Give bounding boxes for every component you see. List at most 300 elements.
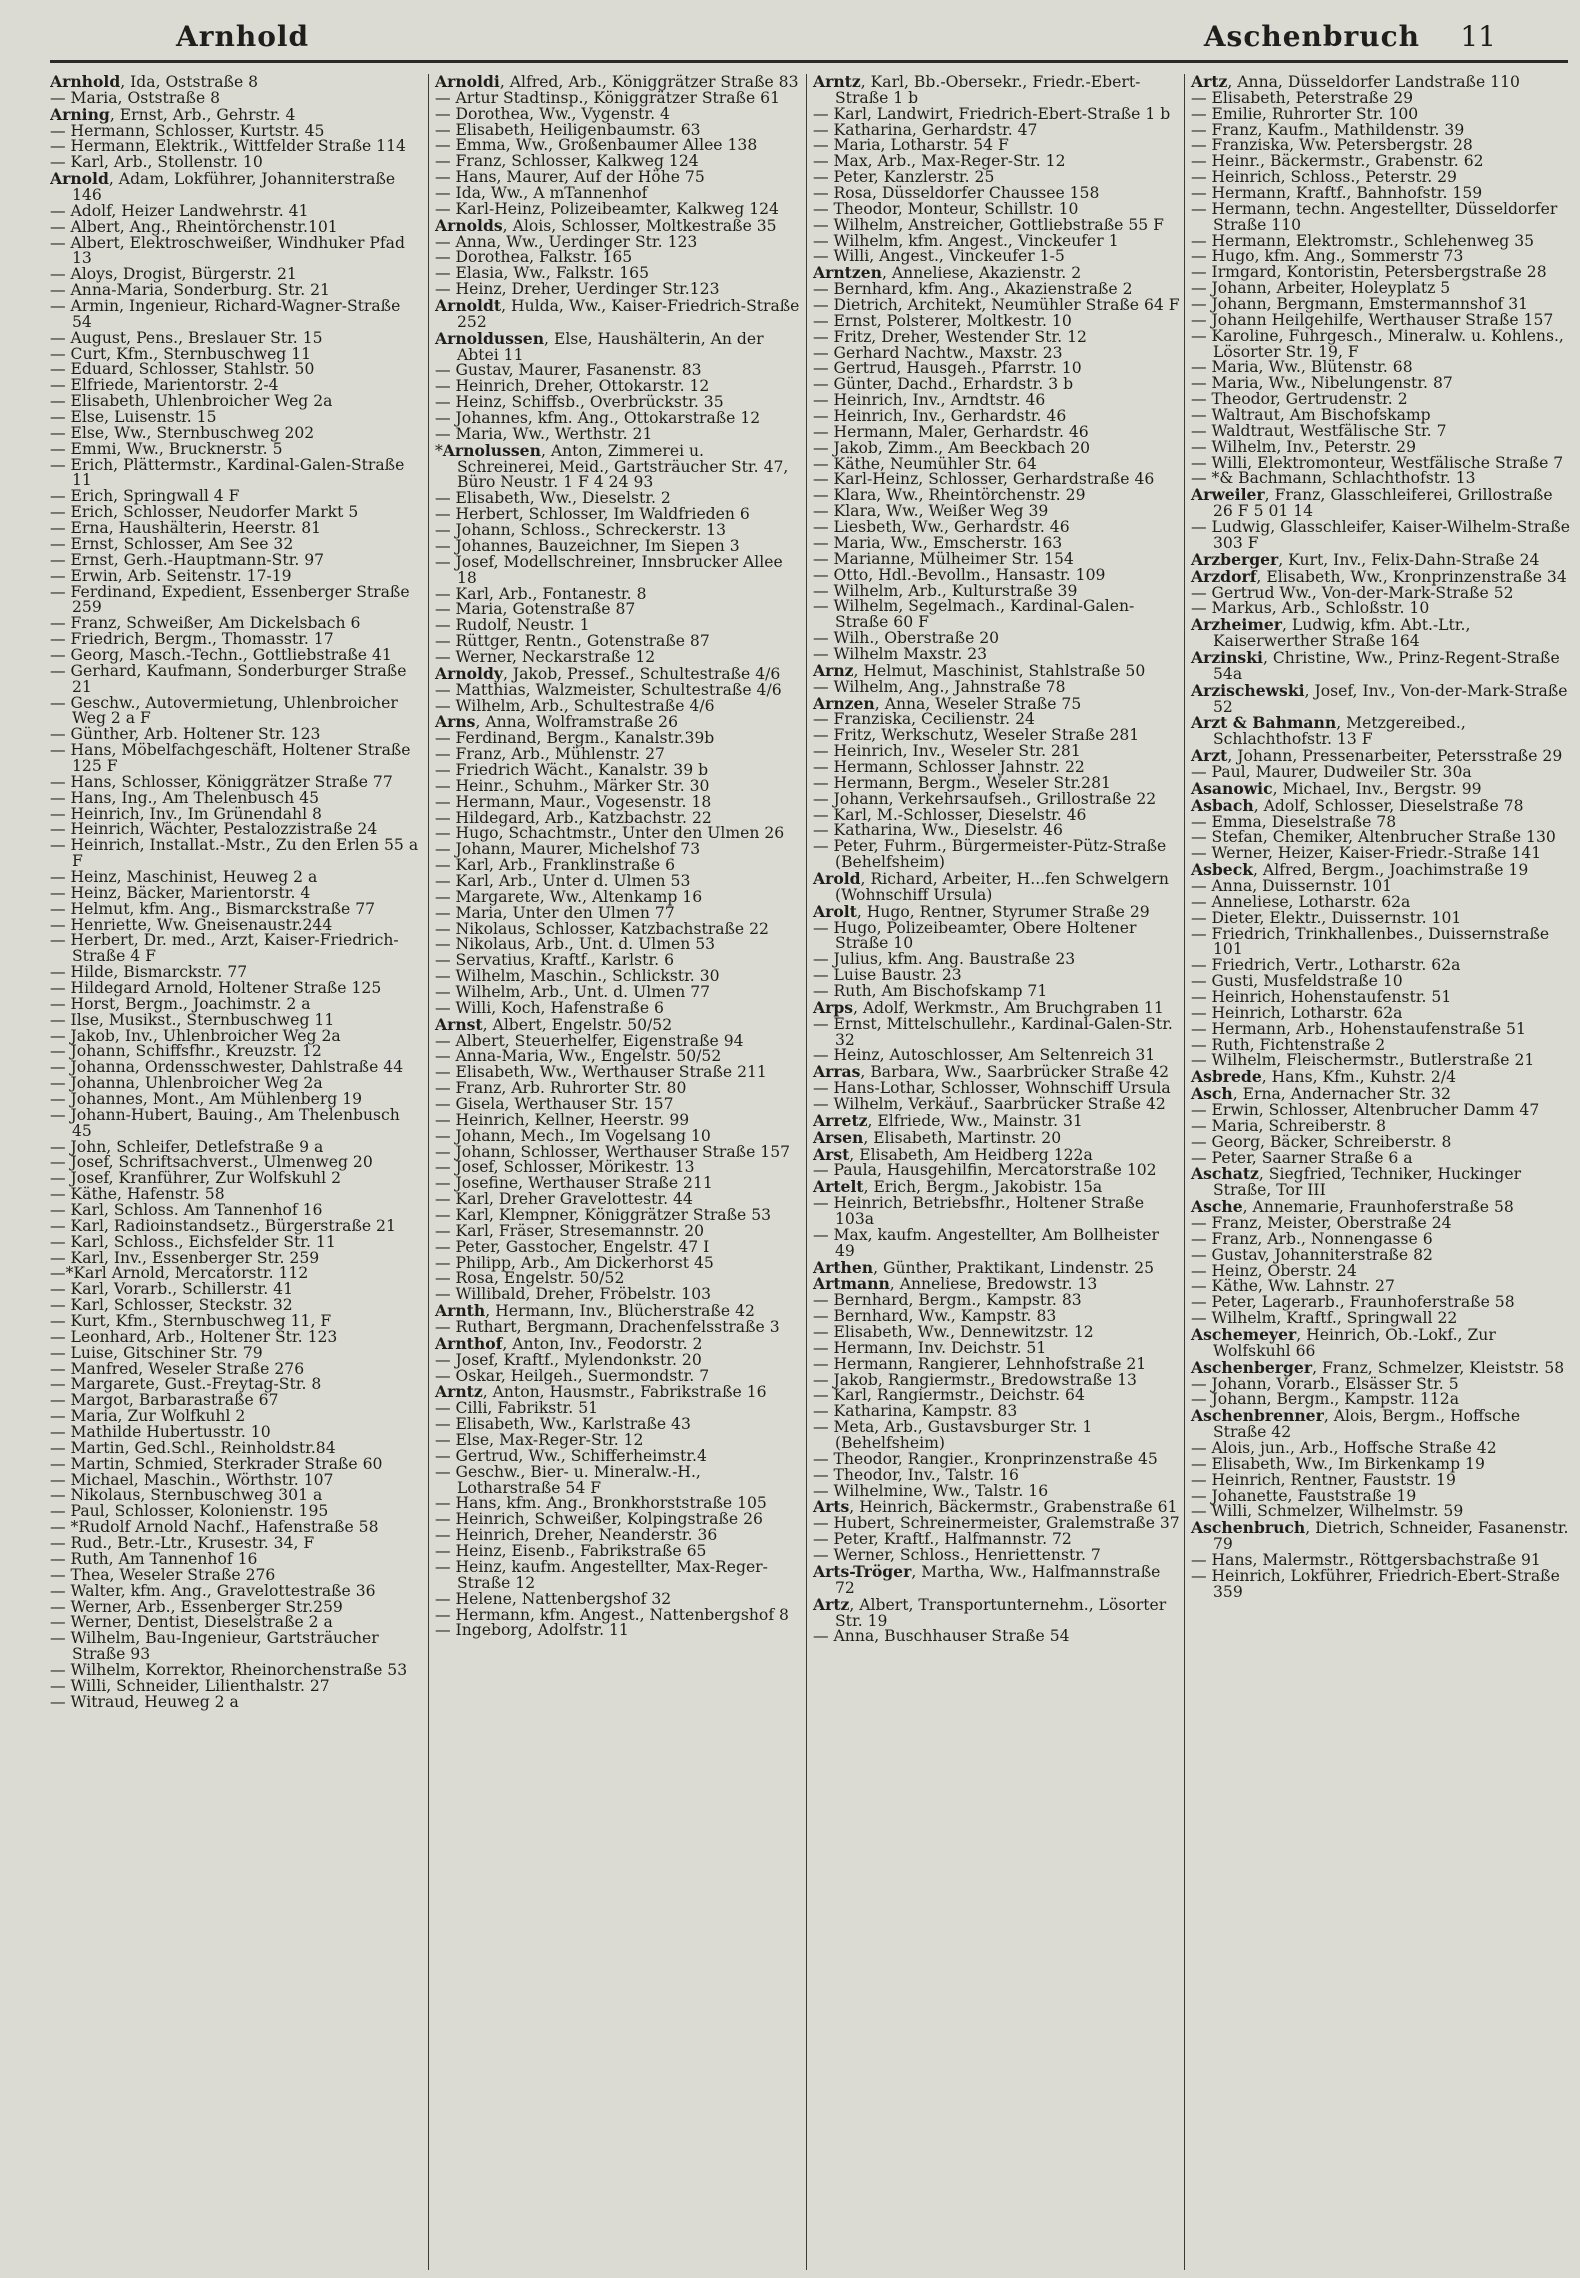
- directory-entry: — Gusti, Musfeldstraße 10: [1191, 972, 1403, 991]
- directory-entry: — Hermann, Bergm., Weseler Str.281: [813, 773, 1111, 792]
- directory-entry: — Leonhard, Arb., Holtener Str. 123: [50, 1327, 338, 1346]
- directory-entry: — Dorothea, Falkstr. 165: [435, 248, 633, 267]
- directory-entry: *Arnolussen, Anton, Zimmerei u. Schreinerei, Meid., Gartsträucher Str. 47, Büro Neustr. 1 F 4 24 93: [435, 440, 789, 492]
- directory-entry: — Hermann, Kraftf., Bahnhofstr. 159: [1191, 184, 1483, 203]
- directory-entry: — Günther, Arb. Holtener Str. 123: [50, 725, 321, 744]
- directory-entry: — Fritz, Werkschutz, Weseler Straße 281: [813, 726, 1140, 745]
- directory-entry: — Maria, Oststraße 8: [50, 88, 221, 107]
- directory-entry: — Heinrich, Inv., Gerhardstr. 46: [813, 407, 1067, 426]
- directory-entry: — Wilhelm, Maschin., Schlickstr. 30: [435, 967, 720, 986]
- directory-entry: — *Rudolf Arnold Nachf., Hafenstraße 58: [50, 1518, 379, 1537]
- directory-entry: — Hermann, Schlosser, Kurtstr. 45: [50, 121, 325, 140]
- directory-entry: — Heinr., Bäckermstr., Grabenstr. 62: [1191, 152, 1484, 171]
- directory-entry: — Margarete, Gust.-Freytag-Str. 8: [50, 1375, 322, 1394]
- directory-entry: — Johann, Schloss., Schreckerstr. 13: [435, 521, 727, 540]
- directory-entry: — Ferdinand, Bergm., Kanalstr.39b: [435, 729, 715, 748]
- directory-entry: Arntzen, Anneliese, Akazienstr. 2: [813, 263, 1082, 283]
- directory-entry: Artmann, Anneliese, Bredowstr. 13: [813, 1274, 1098, 1294]
- directory-entry: — Werner, Schloss., Henriettenstr. 7: [813, 1546, 1101, 1565]
- directory-entry: Arras, Barbara, Ww., Saarbrücker Straße 42: [813, 1062, 1170, 1082]
- directory-entry: — Friedrich, Vertr., Lotharstr. 62a: [1191, 956, 1461, 975]
- directory-entry: — Rüttger, Rentn., Gotenstraße 87: [435, 632, 710, 651]
- directory-entry: — Martin, Ged.Schl., Reinholdstr.84: [50, 1438, 336, 1457]
- directory-entry: — Maria, Lotharstr. 54 F: [813, 136, 1009, 155]
- directory-entry: — Hildegard, Arb., Katzbachstr. 22: [435, 808, 712, 827]
- directory-entry: — Else, Luisenstr. 15: [50, 408, 217, 427]
- directory-entry: — Anna, Duissernstr. 101: [1191, 876, 1393, 895]
- directory-entry: Arnolds, Alois, Schlosser, Moltkestraße 35: [435, 215, 777, 235]
- directory-entry: — Johanna, Ordensschwester, Dahlstraße 44: [50, 1058, 404, 1077]
- directory-entry: — Karl-Heinz, Polizeibeamter, Kalkweg 124: [435, 199, 779, 218]
- directory-entry: — Gustav, Maurer, Fasanenstr. 83: [435, 361, 702, 380]
- directory-entry: Arnzen, Anna, Weseler Straße 75: [813, 693, 1082, 713]
- directory-entry: — Heinz, Bäcker, Marientorstr. 4: [50, 883, 311, 902]
- directory-entry: — Gertrud, Ww., Schifferheimstr.4: [435, 1446, 707, 1465]
- directory-entry: — Erich, Schlosser, Neudorfer Markt 5: [50, 503, 359, 522]
- directory-entry: — Hans, kfm. Ang., Bronkhorststraße 105: [435, 1494, 767, 1513]
- page-header: [52, 14, 1540, 64]
- directory-entry: — Gisela, Werthauser Str. 157: [435, 1095, 674, 1113]
- directory-entry: — Johann, Verkehrsaufseh., Grillostraße 22: [813, 789, 1157, 808]
- directory-entry: — Bernhard, kfm. Ang., Akazienstraße 2: [813, 280, 1133, 299]
- directory-entry: — Jakob, Zimm., Am Beeckbach 20: [813, 438, 1091, 457]
- directory-entry: — Heinrich, Dreher, Neanderstr. 36: [435, 1526, 718, 1545]
- directory-entry: — Gerhard, Kaufmann, Sonderburger Straße 21: [50, 661, 407, 696]
- directory-entry: — Adolf, Heizer Landwehrstr. 41: [50, 201, 309, 220]
- directory-entry: — Anna, Ww., Uerdinger Str. 123: [435, 232, 698, 251]
- directory-entry: — Ruth, Fichtenstraße 2: [1191, 1035, 1386, 1054]
- directory-entry: — Peter, Gasstocher, Engelstr. 47 I: [435, 1237, 710, 1256]
- directory-entry: — Irmgard, Kontoristin, Petersbergstraße 28: [1191, 263, 1547, 282]
- directory-entry: — Käthe, Hafenstr. 58: [50, 1185, 225, 1204]
- directory-entry: — Karl, Rangiermstr., Deichstr. 64: [813, 1386, 1085, 1405]
- directory-entry: — Johannes, Mont., Am Mühlenberg 19: [50, 1090, 363, 1108]
- directory-entry: — Heinz, Schiffsb., Overbrückstr. 35: [435, 393, 724, 412]
- directory-entry: — Karl, Radioinstandsetz., Bürgerstraße 21: [50, 1216, 396, 1235]
- directory-entry: — Franz, Kaufm., Mathildenstr. 39: [1191, 120, 1465, 139]
- directory-entry: — Josef, Modellschreiner, Innsbrucker Allee 18: [435, 552, 783, 587]
- directory-entry: — Maria, Ww., Werthstr. 21: [435, 424, 653, 443]
- directory-entry: — Heinrich, Schloss., Peterstr. 29: [1191, 168, 1457, 187]
- directory-entry: — Johanette, Fauststraße 19: [1191, 1486, 1417, 1505]
- directory-entry: — Heinrich, Dreher, Ottokarstr. 12: [435, 377, 710, 396]
- columns: [50, 74, 1570, 2270]
- directory-entry: — Johann, Arbeiter, Holeyplatz 5: [1191, 279, 1451, 298]
- directory-entry: — Peter, Fuhrm., Bürgermeister-Pütz-Straße (Behelfsheim): [813, 837, 1167, 872]
- directory-entry: — Thea, Weseler Straße 276: [50, 1565, 276, 1584]
- directory-entry: — Josef, Schlosser, Mörikestr. 13: [435, 1158, 695, 1177]
- directory-entry: — Karl, Landwirt, Friedrich-Ebert-Straße 1 b: [813, 104, 1171, 123]
- directory-entry: — Hermann, kfm. Angest., Nattenbergshof 8: [435, 1605, 789, 1624]
- directory-entry: — Johann, Bergm., Kampstr. 112a: [1191, 1390, 1460, 1409]
- directory-entry: — Paula, Hausgehilfin, Mercatorstraße 102: [813, 1161, 1157, 1180]
- directory-entry: Aschenbruch, Dietrich, Schneider, Fasanenstr. 79: [1191, 1518, 1569, 1554]
- directory-entry: — Heinz, Maschinist, Heuweg 2 a: [50, 867, 318, 886]
- directory-entry: — Bernhard, Ww., Kampstr. 83: [813, 1307, 1057, 1326]
- directory-entry: — Hermann, Elektrik., Wittfelder Straße 114: [50, 137, 406, 156]
- directory-entry: Arzinski, Christine, Ww., Prinz-Regent-Straße 54a: [1191, 647, 1560, 683]
- directory-entry: — Ernst, Gerh.-Hauptmann-Str. 97: [50, 550, 325, 569]
- directory-entry: — Heinrich, Inv., Arndtstr. 46: [813, 391, 1046, 410]
- directory-entry: — Friedrich, Bergm., Thomasstr. 17: [50, 630, 334, 649]
- directory-entry: — Heinrich, Hohenstaufenstr. 51: [1191, 987, 1452, 1006]
- directory-entry: — Hugo, Polizeibeamter, Obere Holtener Straße 10: [813, 918, 1137, 953]
- directory-entry: — Heinrich, Betriebsfhr., Holtener Straße 103a: [813, 1194, 1145, 1229]
- directory-entry: — Peter, Kanzlerstr. 25: [813, 168, 995, 187]
- directory-entry: Arns, Anna, Wolframstraße 26: [435, 712, 679, 732]
- header-rule: [50, 60, 1568, 63]
- directory-entry: — Elisabeth, Ww., Dennewitzstr. 12: [813, 1323, 1094, 1342]
- directory-entry: — Karl, Arb., Unter d. Ulmen 53: [435, 871, 691, 890]
- directory-entry: — Gertrud, Hausgeh., Pfarrstr. 10: [813, 359, 1082, 378]
- directory-entry: — Nikolaus, Arb., Unt. d. Ulmen 53: [435, 935, 716, 954]
- directory-entry: — Willi, Elektromonteur, Westfälische Straße 7: [1191, 453, 1564, 472]
- directory-entry: Arning, Ernst, Arb., Gehrstr. 4: [50, 104, 296, 124]
- directory-entry: — Georg, Masch.-Techn., Gottliebstraße 41: [50, 645, 392, 664]
- directory-entry: Arzt & Bahmann, Metzgereibed., Schlachthofstr. 13 F: [1191, 713, 1466, 749]
- directory-entry: — Elisabeth, Uhlenbroicher Weg 2a: [50, 392, 333, 411]
- directory-entry: — Wilhelm, Anstreicher, Gottliebstraße 55 F: [813, 215, 1164, 234]
- directory-entry: Arzischewski, Josef, Inv., Von-der-Mark-Straße 52: [1191, 680, 1568, 716]
- directory-entry: — Franz, Arb. Ruhrorter Str. 80: [435, 1079, 687, 1098]
- directory-entry: — Johann, Mech., Im Vogelsang 10: [435, 1126, 711, 1145]
- directory-entry: — Karl, Schloss., Eichsfelder Str. 11: [50, 1232, 336, 1251]
- directory-entry: — Armin, Ingenieur, Richard-Wagner-Straße 54: [50, 297, 401, 331]
- directory-entry: — Walter, kfm. Ang., Gravelottestraße 36: [50, 1581, 376, 1600]
- directory-entry: — Friedrich, Trinkhallenbes., Duissernstraße 101: [1191, 924, 1550, 959]
- directory-entry: — Albert, Steuerhelfer, Eigenstraße 94: [435, 1031, 744, 1050]
- directory-entry: Arnoldi, Alfred, Arb., Königgrätzer Straße 83: [435, 74, 799, 91]
- directory-entry: — Werner, Heizer, Kaiser-Friedr.-Straße 141: [1191, 844, 1542, 863]
- directory-entry: — Johannes, Bauzeichner, Im Siepen 3: [435, 536, 740, 555]
- directory-entry: — Karoline, Fuhrgesch., Mineralw. u. Kohlens., Lösorter Str. 19, F: [1191, 326, 1564, 361]
- directory-entry: Arnst, Albert, Engelstr. 50/52: [435, 1014, 673, 1034]
- directory-entry: — Wilh., Oberstraße 20: [813, 629, 1000, 648]
- directory-entry: — Maria, Ww., Blütenstr. 68: [1191, 358, 1413, 377]
- directory-entry: Asch, Erna, Andernacher Str. 32: [1191, 1084, 1451, 1104]
- directory-entry: Asbrede, Hans, Kfm., Kuhstr. 2/4: [1191, 1067, 1457, 1087]
- directory-entry: — Dorothea, Ww., Vygenstr. 4: [435, 104, 670, 123]
- directory-entry: — Stefan, Chemiker, Altenbrucher Straße 130: [1191, 828, 1556, 847]
- directory-entry: — Rudolf, Neustr. 1: [435, 616, 590, 635]
- column-1: [50, 74, 422, 2270]
- directory-entry: — Meta, Arb., Gustavsburger Str. 1 (Behelfsheim): [813, 1418, 1093, 1453]
- directory-entry: — Erna, Haushälterin, Heerstr. 81: [50, 519, 322, 538]
- directory-entry: — Heinrich, Inv., Weseler Str. 281: [813, 742, 1081, 761]
- directory-entry: — Matthias, Walzmeister, Schultestraße 4/6: [435, 680, 782, 699]
- directory-entry: Asanowic, Michael, Inv., Bergstr. 99: [1191, 778, 1482, 798]
- directory-entry: — Willi, Schneider, Lilienthalstr. 27: [50, 1676, 330, 1695]
- directory-entry: Aschenbrenner, Alois, Bergm., Hoffsche Straße 42: [1191, 1406, 1521, 1442]
- directory-entry: — Helmut, kfm. Ang., Bismarckstraße 77: [50, 899, 376, 918]
- directory-entry: — Oskar, Heilgeh., Suermondstr. 7: [435, 1366, 710, 1385]
- directory-entry: — Josefine, Werthauser Straße 211: [435, 1174, 713, 1193]
- directory-entry: — Wilhelm, Verkäuf., Saarbrücker Straße 42: [813, 1095, 1166, 1113]
- directory-entry: — Hugo, Schachtmstr., Unter den Ulmen 26: [435, 824, 785, 843]
- directory-entry: — Werner, Arb., Essenberger Str.259: [50, 1597, 343, 1616]
- directory-entry: — Elasia, Ww., Falkstr. 165: [435, 264, 649, 283]
- directory-entry: — Johann Heilgehilfe, Werthauser Straße 157: [1191, 310, 1554, 329]
- directory-entry: — Wilhelm, Korrektor, Rheinorchenstraße 53: [50, 1660, 408, 1679]
- directory-entry: Arps, Adolf, Werkmstr., Am Bruchgraben 11: [813, 997, 1164, 1017]
- directory-entry: — Anna-Maria, Sonderburg. Str. 21: [50, 281, 330, 300]
- directory-entry: — Elisabeth, Ww., Karlstraße 43: [435, 1415, 691, 1434]
- directory-entry: Arts, Heinrich, Bäckermstr., Grabenstraße 61: [813, 1497, 1178, 1517]
- directory-entry: — Luise Baustr. 23: [813, 966, 962, 985]
- directory-entry: — Maria, Gotenstraße 87: [435, 600, 636, 619]
- directory-entry: — Hilde, Bismarckstr. 77: [50, 963, 248, 982]
- directory-entry: Aschenberger, Franz, Schmelzer, Kleiststr. 58: [1191, 1357, 1565, 1377]
- directory-entry: — Katharina, Kampstr. 83: [813, 1402, 1018, 1421]
- directory-entry: — Hans-Lothar, Schlosser, Wohnschiff Ursula: [813, 1079, 1171, 1098]
- directory-entry: — Ruth, Am Bischofskamp 71: [813, 981, 1048, 1000]
- directory-entry: — Max, Arb., Max-Reger-Str. 12: [813, 152, 1066, 171]
- directory-entry: — Franziska, Cecilienstr. 24: [813, 710, 1035, 729]
- directory-entry: — Hans, Schlosser, Königgrätzer Straße 77: [50, 772, 393, 791]
- directory-entry: — Wilhelm, Arb., Schultestraße 4/6: [435, 696, 715, 715]
- directory-entry: — Wilhelm, Bau-Ingenieur, Gartsträucher Straße 93: [50, 1629, 379, 1664]
- directory-entry: — Karl, Schlosser, Steckstr. 32: [50, 1296, 293, 1315]
- directory-entry: — Karl, Vorarb., Schillerstr. 41: [50, 1280, 293, 1299]
- directory-entry: Asbeck, Alfred, Bergm., Joachimstraße 19: [1191, 860, 1529, 880]
- directory-entry: — Willi, Koch, Hafenstraße 6: [435, 998, 664, 1017]
- directory-entry: — Josef, Kranführer, Zur Wolfskuhl 2: [50, 1169, 341, 1188]
- directory-entry: Arnoldussen, Else, Haushälterin, An der Abtei 11: [435, 328, 764, 364]
- directory-entry: Arzberger, Kurt, Inv., Felix-Dahn-Straße 24: [1191, 549, 1540, 569]
- column-3: [806, 74, 1181, 2270]
- directory-entry: — Franz, Meister, Oberstraße 24: [1191, 1214, 1452, 1233]
- directory-entry: — Georg, Bäcker, Schreiberstr. 8: [1191, 1132, 1452, 1151]
- directory-entry: — Heinrich, Installat.-Mstr., Zu den Erlen 55 a F: [50, 836, 419, 871]
- directory-entry: — Ernst, Mittelschullehr., Kardinal-Galen-Str. 32: [813, 1014, 1173, 1049]
- directory-entry: — Franz, Arb., Mühlenstr. 27: [435, 745, 665, 764]
- directory-entry: — Peter, Saarner Straße 6 a: [1191, 1148, 1413, 1167]
- directory-entry: — Werner, Neckarstraße 12: [435, 647, 656, 666]
- directory-entry: — Erwin, Schlosser, Altenbrucher Damm 47: [1191, 1101, 1540, 1119]
- header-right-keyword: Aschenbruch: [1203, 20, 1420, 53]
- directory-entry: — Ferdinand, Expedient, Essenberger Straße 259: [50, 582, 410, 617]
- directory-entry: — Gertrud Ww., Von-der-Mark-Straße 52: [1191, 583, 1514, 602]
- directory-entry: Arnoldt, Hulda, Ww., Kaiser-Friedrich-Straße 252: [435, 296, 800, 331]
- directory-entry: — Dieter, Elektr., Duissernstr. 101: [1191, 908, 1462, 927]
- directory-entry: Arnthof, Anton, Inv., Feodorstr. 2: [435, 1333, 703, 1353]
- directory-entry: — Hans, Malermstr., Röttgersbachstraße 91: [1191, 1551, 1541, 1570]
- directory-entry: — Martin, Schmied, Sterkrader Straße 60: [50, 1454, 383, 1473]
- directory-entry: — Günter, Dachd., Erhardstr. 3 b: [813, 375, 1074, 394]
- directory-entry: — Wilhelm, Kraftf., Springwall 22: [1191, 1309, 1458, 1328]
- directory-entry: — Karl, Arb., Fontanestr. 8: [435, 584, 647, 603]
- directory-entry: — Werner, Dentist, Dieselstraße 2 a: [50, 1613, 333, 1632]
- directory-entry: — Ruth, Am Tannenhof 16: [50, 1549, 258, 1568]
- directory-entry: — Maria, Schreiberstr. 8: [1191, 1116, 1387, 1135]
- directory-entry: — Heinrich, Rentner, Fauststr. 19: [1191, 1470, 1456, 1489]
- directory-entry: — Hildegard Arnold, Holtener Straße 125: [50, 978, 382, 997]
- directory-entry: — Heinr., Schuhm., Märker Str. 30: [435, 776, 710, 795]
- directory-entry: Arzheimer, Ludwig, kfm. Abt.-Ltr., Kaiserwerther Straße 164: [1191, 615, 1471, 651]
- directory-entry: — Artur Stadtinsp., Königgrätzer Straße 61: [435, 88, 780, 107]
- directory-entry: — Ruthart, Bergmann, Drachenfelsstraße 3: [435, 1318, 780, 1337]
- directory-entry: — Hermann, Schlosser Jahnstr. 22: [813, 757, 1085, 776]
- directory-entry: — Maria, Unter den Ulmen 77: [435, 903, 675, 922]
- directory-entry: — Liesbeth, Ww., Gerhardstr. 46: [813, 518, 1070, 537]
- directory-entry: — Hermann, Inv. Deichstr. 51: [813, 1338, 1047, 1357]
- directory-entry: — Julius, kfm. Ang. Baustraße 23: [813, 950, 1076, 969]
- directory-entry: — Elisabeth, Peterstraße 29: [1191, 88, 1414, 107]
- directory-entry: — Hermann, Elektromstr., Schlehenweg 35: [1191, 231, 1535, 250]
- directory-entry: — Johann, Schlosser, Werthauser Straße 157: [435, 1142, 791, 1161]
- directory-entry: — Franz, Arb., Nonnengasse 6: [1191, 1229, 1433, 1248]
- directory-entry: — Ernst, Schlosser, Am See 32: [50, 534, 294, 553]
- directory-entry: — Johann, Vorarb., Elsässer Str. 5: [1191, 1374, 1459, 1393]
- directory-entry: — Johannes, kfm. Ang., Ottokarstraße 12: [435, 409, 761, 428]
- directory-entry: — Johann, Bergmann, Emstermannshof 31: [1191, 295, 1529, 314]
- directory-entry: Arnz, Helmut, Maschinist, Stahlstraße 50: [813, 660, 1146, 680]
- directory-entry: — Karl, M.-Schlosser, Dieselstr. 46: [813, 805, 1087, 824]
- directory-entry: Aschatz, Siegfried, Techniker, Huckinger Straße, Tor III: [1191, 1164, 1522, 1200]
- directory-entry: — Wilhelm, Ang., Jahnstraße 78: [813, 677, 1066, 696]
- directory-entry: — John, Schleifer, Detlefstraße 9 a: [50, 1137, 324, 1156]
- directory-entry: — Franziska, Ww. Petersbergstr. 28: [1191, 136, 1473, 155]
- directory-entry: — Heinz, Eisenb., Fabrikstraße 65: [435, 1542, 707, 1561]
- directory-entry: — Anna-Maria, Ww., Engelstr. 50/52: [435, 1047, 722, 1066]
- directory-entry: — Rosa, Engelstr. 50/52: [435, 1269, 625, 1288]
- directory-entry: — Alois, jun., Arb., Hoffsche Straße 42: [1191, 1439, 1497, 1458]
- directory-entry: — Nikolaus, Sternbuschweg 301 a: [50, 1486, 323, 1505]
- directory-entry: — Hans, Maurer, Auf der Höhe 75: [435, 168, 705, 187]
- directory-entry: — Heinrich, Lotharstr. 62a: [1191, 1003, 1403, 1022]
- directory-entry: Aschemeyer, Heinrich, Ob.-Lokf., Zur Wolfskuhl 66: [1191, 1325, 1496, 1360]
- directory-entry: — Anna, Buschhauser Straße 54: [813, 1627, 1070, 1646]
- directory-entry: — Eduard, Schlosser, Stahlstr. 50: [50, 360, 315, 379]
- directory-entry: — Johann, Schiffsfhr., Kreuzstr. 12: [50, 1042, 322, 1061]
- directory-entry: — Otto, Hdl.-Bevollm., Hansastr. 109: [813, 565, 1106, 584]
- directory-entry: — Willibald, Dreher, Fröbelstr. 103: [435, 1285, 712, 1304]
- directory-entry: — Peter, Kraftf., Halfmannstr. 72: [813, 1530, 1072, 1549]
- directory-entry: Arweiler, Franz, Glasschleiferei, Grillostraße 26 F 5 01 14: [1191, 485, 1553, 521]
- directory-entry: — Josef, Schriftsachverst., Ulmenweg 20: [50, 1153, 373, 1172]
- directory-entry: — Heinrich, Wächter, Pestalozzistraße 24: [50, 820, 378, 839]
- directory-entry: Arold, Richard, Arbeiter, H...fen Schwelgern (Wohnschiff Ursula): [813, 868, 1169, 904]
- directory-entry: — Karl, Arb., Franklinstraße 6: [435, 856, 676, 875]
- directory-entry: — Philipp, Arb., Am Dickerhorst 45: [435, 1253, 714, 1272]
- directory-entry: — Emmi, Ww., Brucknerstr. 5: [50, 439, 283, 458]
- directory-entry: — Heinz, Autoschlosser, Am Seltenreich 31: [813, 1046, 1156, 1065]
- directory-entry: — Margarete, Ww., Altenkamp 16: [435, 887, 703, 906]
- directory-entry: — Willi, Schmelzer, Wilhelmstr. 59: [1191, 1502, 1464, 1521]
- directory-entry: — Max, kaufm. Angestellter, Am Bollheister 49: [813, 1225, 1159, 1260]
- directory-entry: — Jakob, Rangiermstr., Bredowstraße 13: [813, 1370, 1137, 1389]
- directory-entry: Arnth, Hermann, Inv., Blücherstraße 42: [435, 1301, 755, 1321]
- directory-entry: — Ludwig, Glasschleifer, Kaiser-Wilhelm-Straße 303 F: [1191, 518, 1570, 552]
- directory-entry: Arolt, Hugo, Rentner, Styrumer Straße 29: [813, 901, 1150, 921]
- directory-entry: — Karl, Schloss. Am Tannenhof 16: [50, 1201, 323, 1220]
- directory-entry: — Hubert, Schreinermeister, Gralemstraße 37: [813, 1514, 1180, 1533]
- directory-entry: — Michael, Maschin., Wörthstr. 107: [50, 1470, 334, 1489]
- directory-entry: Arnoldy, Jakob, Pressef., Schultestraße 4/6: [435, 663, 781, 683]
- directory-entry: — Wilhelm, Inv., Peterstr. 29: [1191, 437, 1417, 456]
- directory-entry: — Anneliese, Lotharstr. 62a: [1191, 892, 1411, 911]
- directory-entry: — Wilhelm, Fleischermstr., Butlerstraße 21: [1191, 1051, 1535, 1070]
- directory-entry: — Luise, Gitschiner Str. 79: [50, 1343, 263, 1362]
- directory-entry: — Servatius, Kraftf., Karlstr. 6: [435, 951, 674, 970]
- directory-entry: — Johann-Hubert, Bauing., Am Thelenbusch 45: [50, 1105, 400, 1140]
- page-number: 11: [1460, 20, 1496, 53]
- directory-entry: — Mathilde Hubertusstr. 10: [50, 1423, 271, 1442]
- directory-entry: — Kurt, Kfm., Sternbuschweg 11, F: [50, 1312, 332, 1331]
- column-4: [1184, 74, 1571, 2270]
- directory-entry: — Wilhelm, Segelmach., Kardinal-Galen-Straße 60 F: [813, 597, 1135, 632]
- directory-entry: — Emma, Dieselstraße 78: [1191, 812, 1397, 831]
- directory-entry: — Wilhelm, Arb., Kulturstraße 39: [813, 581, 1078, 600]
- directory-entry: Arretz, Elfriede, Ww., Mainstr. 31: [813, 1110, 1083, 1130]
- directory-entry: — Karl, Inv., Essenberger Str. 259: [50, 1248, 320, 1267]
- directory-entry: — Karl, Dreher Gravelottestr. 44: [435, 1190, 693, 1209]
- directory-entry: — Curt, Kfm., Sternbuschweg 11: [50, 344, 312, 363]
- directory-entry: — Paul, Schlosser, Kolonienstr. 195: [50, 1502, 329, 1521]
- directory-entry: — Karl-Heinz, Schlosser, Gerhardstraße 46: [813, 470, 1155, 489]
- directory-entry: Asbach, Adolf, Schlosser, Dieselstraße 78: [1191, 795, 1524, 815]
- directory-entry: — Helene, Nattenbergshof 32: [435, 1589, 672, 1608]
- directory-entry: — Horst, Bergm., Joachimstr. 2 a: [50, 994, 311, 1013]
- directory-entry: Asche, Annemarie, Fraunhoferstraße 58: [1191, 1197, 1514, 1217]
- directory-entry: — Ingeborg, Adolfstr. 11: [435, 1621, 629, 1640]
- directory-entry: — Theodor, Gertrudenstr. 2: [1191, 390, 1408, 409]
- directory-entry: — Ernst, Polsterer, Moltkestr. 10: [813, 311, 1072, 330]
- directory-entry: — Rosa, Düsseldorfer Chaussee 158: [813, 184, 1100, 203]
- directory-entry: — Klara, Ww., Weißer Weg 39: [813, 502, 1049, 521]
- directory-entry: — Albert, Elektroschweißer, Windhuker Pfad 13: [50, 233, 405, 268]
- directory-entry: — Paul, Maurer, Dudweiler Str. 30a: [1191, 762, 1472, 781]
- directory-entry: — Waltraut, Am Bischofskamp: [1191, 406, 1431, 425]
- directory-entry: — Hermann, Rangierer, Lehnhofstraße 21: [813, 1354, 1147, 1373]
- directory-entry: — Karl, Arb., Stollenstr. 10: [50, 153, 263, 172]
- directory-entry: — Erich, Plättermstr., Kardinal-Galen-Straße 11: [50, 455, 405, 490]
- directory-entry: Arsen, Elisabeth, Martinstr. 20: [813, 1127, 1062, 1147]
- directory-entry: — Waldtraut, Westfälische Str. 7: [1191, 421, 1447, 440]
- directory-entry: — Witraud, Heuweg 2 a: [50, 1692, 239, 1711]
- directory-entry: — Hans, Möbelfachgeschäft, Holtener Straße 125 F: [50, 741, 411, 775]
- directory-entry: — Bernhard, Bergm., Kampstr. 83: [813, 1291, 1082, 1310]
- directory-entry: — Elisabeth, Ww., Im Birkenkamp 19: [1191, 1454, 1485, 1473]
- directory-entry: — Geschw., Autovermietung, Uhlenbroicher Weg 2 a F: [50, 693, 398, 728]
- directory-entry: Arts-Tröger, Martha, Ww., Halfmannstraße 72: [813, 1561, 1161, 1597]
- directory-entry: — Emma, Ww., Großenbaumer Allee 138: [435, 136, 758, 155]
- directory-entry: — Elfriede, Marientorstr. 2-4: [50, 376, 279, 395]
- directory-entry: — Elisabeth, Heiligenbaumstr. 63: [435, 120, 701, 139]
- directory-entry: — Fritz, Dreher, Westender Str. 12: [813, 327, 1087, 346]
- directory-entry: — Katharina, Gerhardstr. 47: [813, 120, 1038, 139]
- directory-entry: — Wilhelm, Arb., Unt. d. Ulmen 77: [435, 982, 711, 1001]
- directory-entry: — Hermann, Maler, Gerhardstr. 46: [813, 422, 1089, 441]
- directory-entry: Arzt, Johann, Pressenarbeiter, Petersstraße 29: [1191, 746, 1563, 766]
- directory-entry: Arnold, Adam, Lokführer, Johanniterstraße 146: [50, 169, 396, 205]
- directory-entry: — Margot, Barbarastraße 67: [50, 1391, 279, 1410]
- directory-entry: — Maria, Ww., Emscherstr. 163: [813, 533, 1063, 552]
- directory-entry: — Manfred, Weseler Straße 276: [50, 1359, 305, 1378]
- directory-entry: — Marianne, Mülheimer Str. 154: [813, 549, 1074, 568]
- directory-entry: — Theodor, Rangier., Kronprinzenstraße 45: [813, 1449, 1158, 1468]
- directory-entry: — Wilhelm, kfm. Angest., Vinckeufer 1: [813, 231, 1119, 250]
- directory-entry: — Else, Ww., Sternbuschweg 202: [50, 423, 315, 442]
- directory-entry: — Ilse, Musikst., Sternbuschweg 11: [50, 1010, 335, 1029]
- directory-entry: — Ida, Ww., A mTannenhof: [435, 184, 648, 203]
- directory-entry: Arthen, Günther, Praktikant, Lindenstr. 25: [813, 1257, 1155, 1277]
- directory-entry: — Josef, Kraftf., Mylendonkstr. 20: [435, 1350, 702, 1369]
- directory-entry: — Heinrich, Inv., Im Grünendahl 8: [50, 804, 322, 823]
- directory-entry: — *& Bachmann, Schlachthofstr. 13: [1191, 469, 1476, 488]
- directory-entry: — Theodor, Inv., Talstr. 16: [813, 1465, 1019, 1484]
- directory-entry: — Heinz, Dreher, Uerdinger Str.123: [435, 280, 720, 299]
